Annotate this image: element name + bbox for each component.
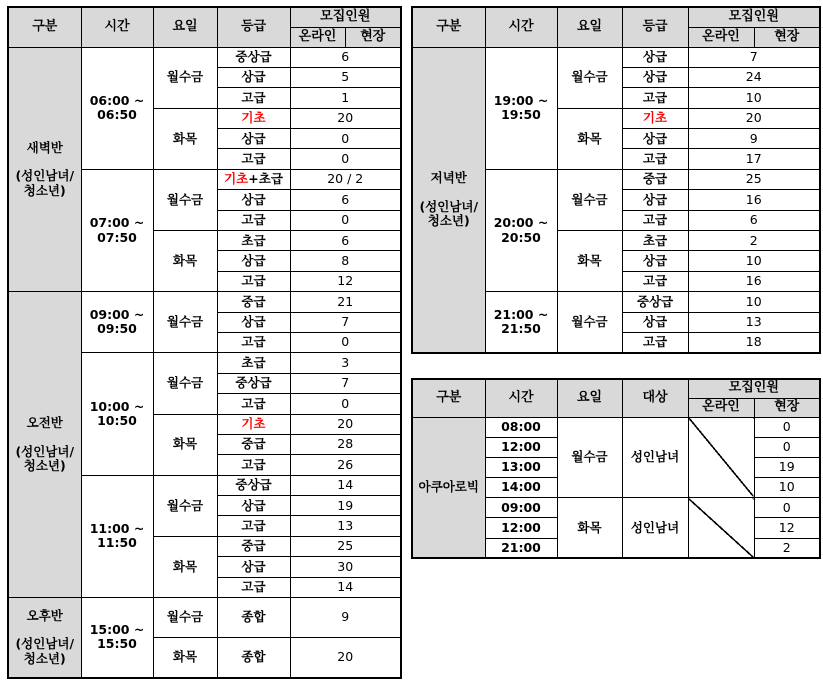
- time-cell: 10:00 ~ 10:50: [81, 353, 153, 475]
- online-na-diagonal: [688, 498, 754, 559]
- day-cell: 화목: [153, 108, 217, 169]
- header-onsite: 현장: [754, 398, 820, 417]
- time-cell: 14:00: [485, 478, 557, 498]
- header-online: 온라인: [290, 27, 345, 47]
- header-division: 구분: [412, 379, 485, 417]
- count-cell: 16: [688, 271, 820, 291]
- count-cell: 20: [290, 414, 401, 434]
- count-cell: 7: [290, 373, 401, 393]
- table-row: [412, 417, 820, 437]
- count-cell: 10: [688, 251, 820, 271]
- grade-cell: 중급: [622, 169, 688, 189]
- count-cell: 6: [290, 190, 401, 210]
- online-na-diagonal: [688, 417, 754, 498]
- grade-cell: 상급: [622, 251, 688, 271]
- count-cell: 7: [688, 47, 820, 67]
- count-cell: 7: [290, 312, 401, 332]
- count-cell: 12: [754, 518, 820, 538]
- grade-cell: 상급: [622, 312, 688, 332]
- count-cell: 30: [290, 557, 401, 577]
- grade-cell: 고급: [217, 394, 290, 414]
- table-row: [8, 292, 401, 312]
- count-cell: 25: [290, 536, 401, 556]
- count-cell: 10: [688, 292, 820, 312]
- grade-cell: 중상급: [622, 292, 688, 312]
- aquarobics-table-header: [412, 379, 820, 417]
- time-cell: 19:00 ~ 19:50: [485, 47, 557, 169]
- time-cell: 21:00: [485, 538, 557, 558]
- grade-rest-part: +초급: [248, 171, 283, 187]
- time-cell: 21:00 ~ 21:50: [485, 292, 557, 353]
- grade-cell-mixed: [217, 169, 290, 189]
- count-cell: 6: [290, 47, 401, 67]
- header-division: 구분: [412, 7, 485, 47]
- grade-cell: 상급: [622, 47, 688, 67]
- grade-cell: 고급: [622, 88, 688, 108]
- grade-cell: 상급: [217, 190, 290, 210]
- count-cell: 24: [688, 67, 820, 87]
- count-cell: 0: [754, 498, 820, 518]
- count-cell: 16: [688, 190, 820, 210]
- grade-cell: 고급: [622, 210, 688, 230]
- time-cell: 11:00 ~ 11:50: [81, 475, 153, 597]
- count-cell: 28: [290, 434, 401, 454]
- grade-cell: 중상급: [217, 475, 290, 495]
- target-cell: 성인남녀: [622, 498, 688, 559]
- evening-table-header: [412, 7, 820, 47]
- day-cell: 화목: [153, 536, 217, 597]
- section-name: 오후반: [26, 607, 63, 623]
- time-cell: 09:00: [485, 498, 557, 518]
- day-cell: 월수금: [153, 169, 217, 230]
- section-name: 오전반: [26, 414, 63, 430]
- section-morning: [8, 292, 81, 598]
- grade-cell: 상급: [622, 190, 688, 210]
- count-cell: 20: [688, 108, 820, 128]
- header-day: 요일: [153, 7, 217, 47]
- count-cell: 12: [290, 271, 401, 291]
- header-recruit: 모집인원: [688, 7, 820, 27]
- count-cell: 20 / 2: [290, 169, 401, 189]
- day-cell: 화목: [153, 231, 217, 292]
- table-row: [8, 47, 401, 67]
- evening-table-body: [412, 47, 820, 353]
- grade-cell: 상급: [217, 496, 290, 516]
- left-schedule-table: [7, 6, 402, 679]
- time-cell: 13:00: [485, 457, 557, 477]
- count-cell: 6: [688, 210, 820, 230]
- header-onsite: 현장: [345, 27, 401, 47]
- count-cell: 0: [290, 149, 401, 169]
- header-time: 시간: [81, 7, 153, 47]
- aquarobics-table-body: [412, 417, 820, 558]
- grade-cell-highlight: 기초: [622, 108, 688, 128]
- section-name: 저녁반: [430, 169, 467, 185]
- grade-cell: 종합: [217, 638, 290, 678]
- count-cell: 0: [290, 129, 401, 149]
- day-cell: 화목: [153, 414, 217, 475]
- day-cell: 월수금: [153, 598, 217, 638]
- header-grade: 등급: [622, 7, 688, 47]
- day-cell: 월수금: [153, 475, 217, 536]
- grade-cell: 중상급: [217, 47, 290, 67]
- section-sub: (성인남녀/ 청소년): [419, 198, 479, 229]
- header-onsite: 현장: [754, 27, 820, 47]
- count-cell: 0: [290, 210, 401, 230]
- day-cell: 월수금: [557, 169, 622, 230]
- day-cell: 화목: [557, 231, 622, 292]
- count-cell: 21: [290, 292, 401, 312]
- grade-cell: 상급: [217, 129, 290, 149]
- time-cell: 06:00 ~ 06:50: [81, 47, 153, 169]
- grade-cell: 고급: [217, 210, 290, 230]
- header-online: 온라인: [688, 27, 754, 47]
- count-cell: 13: [688, 312, 820, 332]
- grade-cell: 고급: [622, 271, 688, 291]
- count-cell: 2: [688, 231, 820, 251]
- grade-cell: 초급: [217, 231, 290, 251]
- count-cell: 25: [688, 169, 820, 189]
- grade-cell: 고급: [217, 88, 290, 108]
- target-cell: 성인남녀: [622, 417, 688, 498]
- left-table-header: [8, 7, 401, 47]
- count-cell: 5: [290, 67, 401, 87]
- count-cell: 20: [290, 638, 401, 678]
- table-row: [412, 47, 820, 67]
- grade-cell: 고급: [217, 516, 290, 536]
- count-cell: 14: [290, 475, 401, 495]
- grade-cell: 초급: [622, 231, 688, 251]
- header-division: 구분: [8, 7, 81, 47]
- section-sub: (성인남녀/ 청소년): [15, 636, 75, 666]
- grade-cell: 초급: [217, 353, 290, 373]
- header-grade: 등급: [217, 7, 290, 47]
- section-sub: (성인남녀/ 청소년): [15, 443, 75, 473]
- grade-cell: 종합: [217, 598, 290, 638]
- grade-cell: 상급: [217, 557, 290, 577]
- count-cell: 19: [754, 457, 820, 477]
- day-cell: 월수금: [557, 417, 622, 498]
- count-cell: 6: [290, 231, 401, 251]
- section-afternoon: [8, 598, 81, 678]
- count-cell: 2: [754, 538, 820, 558]
- day-cell: 월수금: [153, 292, 217, 353]
- count-cell: 19: [290, 496, 401, 516]
- day-cell: 월수금: [153, 47, 217, 108]
- grade-cell: 고급: [217, 271, 290, 291]
- header-recruit: 모집인원: [290, 7, 401, 27]
- table-row: [8, 598, 401, 638]
- count-cell: 10: [688, 88, 820, 108]
- grade-cell: 중급: [217, 434, 290, 454]
- header-time: 시간: [485, 7, 557, 47]
- section-sub: (성인남녀/ 청소년): [15, 168, 75, 198]
- grade-cell-highlight: 기초: [217, 108, 290, 128]
- grade-cell-highlight: 기초: [217, 414, 290, 434]
- grade-cell: 고급: [217, 455, 290, 475]
- grade-cell: 고급: [622, 332, 688, 352]
- grade-cell: 중상급: [217, 373, 290, 393]
- section-evening: [412, 47, 485, 353]
- grade-cell: 고급: [217, 149, 290, 169]
- day-cell: 화목: [557, 108, 622, 169]
- count-cell: 8: [290, 251, 401, 271]
- count-cell: 0: [754, 417, 820, 437]
- header-target: 대상: [622, 379, 688, 417]
- left-table-body: [8, 47, 401, 678]
- count-cell: 17: [688, 149, 820, 169]
- time-cell: 07:00 ~ 07:50: [81, 169, 153, 291]
- header-day: 요일: [557, 7, 622, 47]
- grade-cell: 중급: [217, 536, 290, 556]
- count-cell: 0: [290, 394, 401, 414]
- count-cell: 9: [688, 129, 820, 149]
- time-cell: 15:00 ~ 15:50: [81, 598, 153, 678]
- day-cell: 화목: [153, 638, 217, 678]
- grade-cell: 상급: [622, 67, 688, 87]
- count-cell: 10: [754, 478, 820, 498]
- grade-cell: 고급: [217, 332, 290, 352]
- count-cell: 20: [290, 108, 401, 128]
- day-cell: 월수금: [153, 353, 217, 414]
- header-online: 온라인: [688, 398, 754, 417]
- grade-cell: 상급: [217, 67, 290, 87]
- count-cell: 14: [290, 577, 401, 597]
- evening-schedule-table: [411, 6, 821, 354]
- grade-cell: 상급: [217, 312, 290, 332]
- header-recruit: 모집인원: [688, 379, 820, 398]
- header-day: 요일: [557, 379, 622, 417]
- grade-cell: 고급: [217, 577, 290, 597]
- aquarobics-table: [411, 378, 821, 559]
- day-cell: 월수금: [557, 292, 622, 353]
- count-cell: 9: [290, 598, 401, 638]
- time-cell: 12:00: [485, 437, 557, 457]
- count-cell: 26: [290, 455, 401, 475]
- count-cell: 3: [290, 353, 401, 373]
- count-cell: 1: [290, 88, 401, 108]
- grade-red-part: 기초: [224, 171, 249, 187]
- count-cell: 18: [688, 332, 820, 352]
- header-time: 시간: [485, 379, 557, 417]
- day-cell: 월수금: [557, 47, 622, 108]
- time-cell: 09:00 ~ 09:50: [81, 292, 153, 353]
- section-name: 새벽반: [26, 139, 63, 155]
- section-aquarobics: 아쿠아로빅: [412, 417, 485, 558]
- count-cell: 0: [290, 332, 401, 352]
- time-cell: 08:00: [485, 417, 557, 437]
- grade-cell: 상급: [217, 251, 290, 271]
- time-cell: 12:00: [485, 518, 557, 538]
- day-cell: 화목: [557, 498, 622, 559]
- count-cell: 13: [290, 516, 401, 536]
- time-cell: 20:00 ~ 20:50: [485, 169, 557, 291]
- grade-cell: 상급: [622, 129, 688, 149]
- count-cell: 0: [754, 437, 820, 457]
- grade-cell: 중급: [217, 292, 290, 312]
- section-dawn: [8, 47, 81, 292]
- grade-cell: 고급: [622, 149, 688, 169]
